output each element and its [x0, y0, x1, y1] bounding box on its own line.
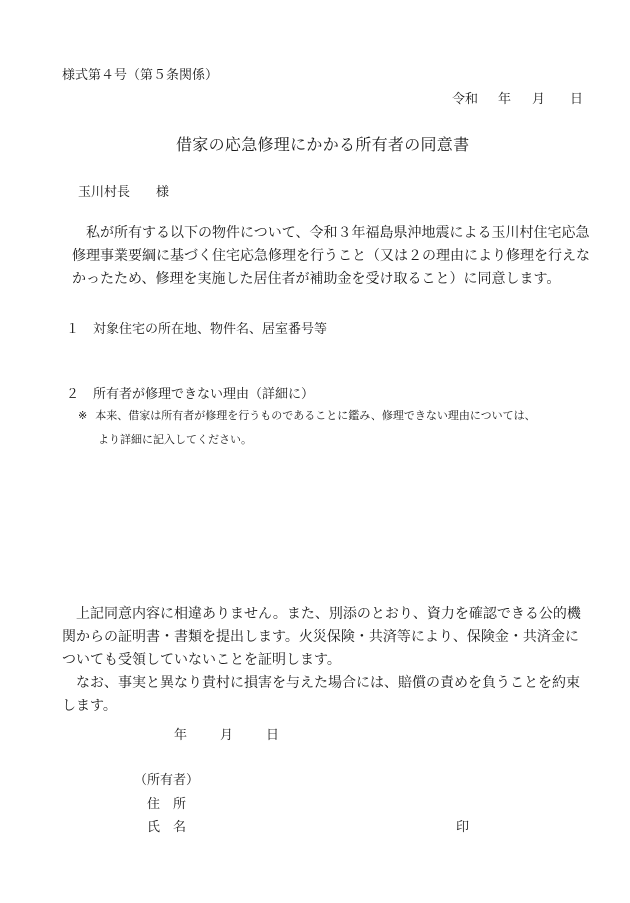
- intro-line: 修理事業要綱に基づく住宅応急修理を行うこと（又は２の理由により修理を行えな: [72, 248, 590, 264]
- declaration-line: 関からの証明書・書類を提出します。火災保険・共済等により、保険金・共済金に: [62, 629, 579, 645]
- owner-name-label: 氏 名: [147, 820, 187, 835]
- note-line-1: 本来、借家は所有者が修理を行うものであることに鑑み、修理できない理由については、: [95, 409, 536, 422]
- date-month: 月: [532, 92, 546, 107]
- item-2-label: 所有者が修理できない理由（詳細に）: [93, 387, 315, 402]
- declaration-line: 上記同意内容に相違ありません。また、別添のとおり、資力を確認できる公的機: [62, 606, 581, 622]
- sign-date: [174, 724, 279, 743]
- declaration-line: なお、事実と異なり貴村に損害を与えた場合には、賠償の責めを負うことを約束: [62, 675, 580, 691]
- intro-line: かったため、修理を実施した居住者が補助金を受け取ること）に同意します。: [72, 271, 561, 287]
- intro-line: 私が所有する以下の物件について、令和３年福島県沖地震による玉川村住宅応急: [72, 225, 590, 241]
- owner-label: （所有者）: [134, 773, 200, 788]
- page-title: 借家の応急修理にかかる所有者の同意書: [176, 135, 470, 154]
- form-label: 様式第４号（第５条関係）: [62, 68, 219, 83]
- declaration-line: します。: [62, 698, 117, 714]
- header-date: [452, 88, 582, 107]
- owner-address-label: 住 所: [147, 797, 187, 812]
- item-1: [66, 318, 327, 337]
- date-day: 日: [570, 92, 584, 107]
- sign-date-day: 日: [266, 728, 280, 743]
- declaration-line: ついても受領していないことを証明します。: [62, 652, 341, 668]
- intro-paragraph: [62, 222, 588, 291]
- item-2-number: ２: [66, 387, 80, 402]
- item-1-number: １: [66, 322, 80, 337]
- note-line-2: より詳細に記入してください。: [98, 433, 252, 446]
- seal-mark: 印: [456, 820, 470, 835]
- addressee: 玉川村長 様: [78, 185, 170, 200]
- date-era: 令和: [452, 92, 479, 107]
- date-year: 年: [498, 92, 512, 107]
- sign-date-year: 年: [174, 728, 188, 743]
- note: [78, 407, 536, 423]
- item-2: [66, 383, 314, 402]
- sign-date-month: 月: [220, 728, 234, 743]
- declaration-paragraph: [62, 603, 588, 718]
- note-mark: ※: [78, 409, 88, 422]
- item-1-label: 対象住宅の所在地、物件名、居室番号等: [93, 322, 328, 337]
